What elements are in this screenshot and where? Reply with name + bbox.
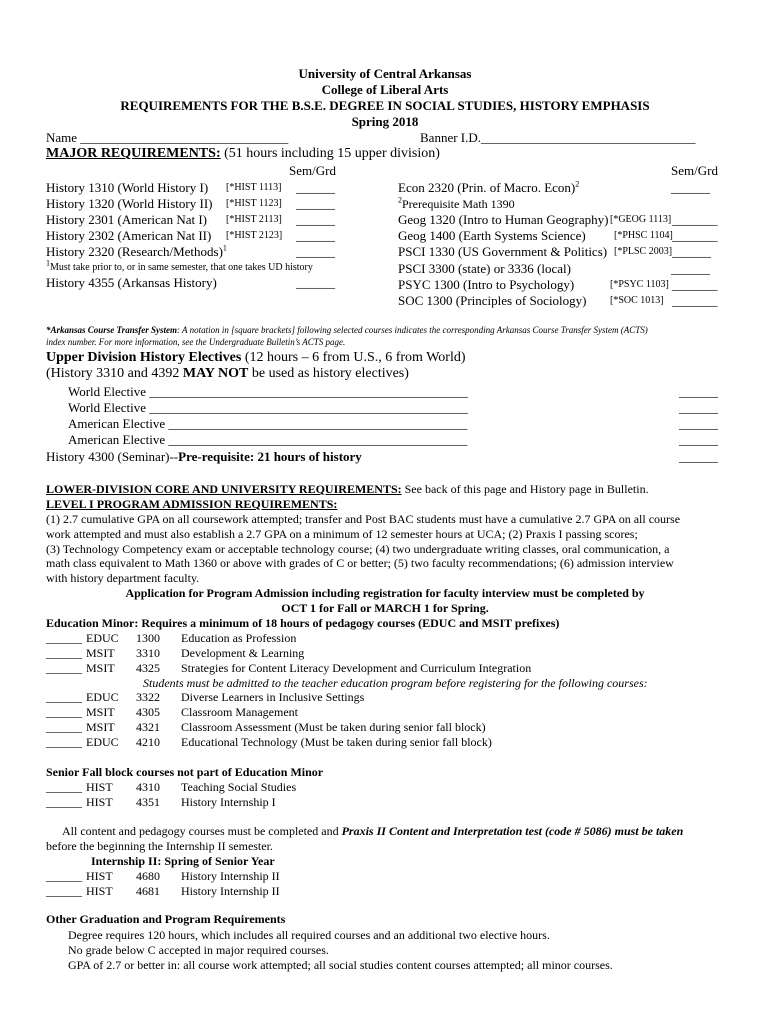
course-grade-blank[interactable]: ______ — [46, 690, 82, 704]
course-label: Geog 1400 (Earth Systems Science) — [398, 228, 586, 243]
course-prefix: MSIT — [86, 661, 115, 675]
course-label: Geog 1320 (Intro to Human Geography) — [398, 212, 609, 227]
other-requirement-line: No grade below C accepted in major required courses. — [68, 943, 329, 957]
course-title: Classroom Assessment (Must be taken during senior fall block) — [181, 720, 486, 734]
course-number: 4680 — [136, 869, 160, 883]
course-grade-blank[interactable]: ______ — [46, 735, 82, 749]
course-title: History Internship I — [181, 795, 276, 809]
lower-division-text: See back of this page and History page in Bulletin. — [401, 482, 649, 496]
course-title: Classroom Management — [181, 705, 298, 719]
university-name: University of Central Arkansas — [298, 66, 472, 81]
acts-code: [*PSYC 1103] — [610, 279, 669, 290]
major-heading-label: MAJOR REQUIREMENTS: — [46, 146, 221, 161]
major-course-row — [398, 196, 515, 212]
acts-note-lead: *Arkansas Course Transfer System — [46, 325, 177, 335]
footnote-marker: 2 — [398, 195, 402, 205]
major-course-row — [398, 293, 587, 309]
course-number: 4351 — [136, 795, 160, 809]
course-prefix: EDUC — [86, 735, 119, 749]
college-name: College of Liberal Arts — [321, 82, 449, 97]
sem-grd-left: Sem/Grd — [289, 163, 336, 178]
level-one-line: math class equivalent to Math 1360 or above with grades of C or better; (5) two faculty recommendations; (6) admission interview — [46, 556, 674, 571]
seminar-prerequisite: Pre-requisite: 21 hours of history — [178, 449, 362, 464]
electives-note-bold: MAY NOT — [182, 366, 249, 381]
major-course-row — [398, 180, 579, 196]
course-grade-blank[interactable]: ______ — [46, 720, 82, 734]
seminar-grade-blank[interactable]: ______ — [679, 449, 718, 464]
course-title: Teaching Social Studies — [181, 780, 297, 794]
major-heading-subtitle: (51 hours including 15 upper division) — [224, 146, 440, 161]
research-footnote — [46, 258, 313, 273]
course-number: 4325 — [136, 661, 160, 675]
course-grade-blank[interactable]: ______ — [46, 631, 82, 645]
elective-line[interactable]: World Elective _________________________________________________ — [68, 400, 468, 415]
major-course-row — [46, 212, 207, 228]
other-requirement-line: GPA of 2.7 or better in: all course work attempted; all social studies content courses attempted; all minor courses. — [68, 958, 613, 972]
elective-grade-blank[interactable]: ______ — [679, 432, 718, 447]
acts-note-line1 — [46, 325, 648, 335]
electives-heading-label: Upper Division History Electives — [46, 350, 242, 365]
footnote-text: Must take prior to, or in same semester, that one takes UD history — [50, 262, 313, 273]
course-number: 1300 — [136, 631, 160, 645]
grade-blank[interactable]: ______ — [296, 275, 335, 290]
other-requirement-line: Degree requires 120 hours, which includes all required courses and an additional two elective hours. — [68, 928, 550, 942]
grade-blank[interactable]: _______ — [672, 277, 718, 292]
document-title: REQUIREMENTS FOR THE B.S.E. DEGREE IN SOCIAL STUDIES, HISTORY EMPHASIS — [120, 98, 650, 113]
course-title: Strategies for Content Literacy Development and Curriculum Integration — [181, 661, 532, 675]
seminar-label: History 4300 (Seminar)-- — [46, 449, 179, 464]
acts-code: [*PLSC 2003] — [614, 246, 673, 257]
major-course-row — [398, 212, 608, 228]
course-label: PSCI 3300 (state) or 3336 (local) — [398, 261, 571, 276]
sem-grd-right: Sem/Grd — [671, 163, 718, 178]
major-course-row — [398, 228, 586, 244]
course-prefix: HIST — [86, 869, 113, 883]
level-one-line: (1) 2.7 cumulative GPA on all coursework attempted; transfer and Post BAC students must have a cumulative 2.7 GPA on all course — [46, 512, 681, 526]
grade-blank[interactable]: _______ — [672, 228, 718, 243]
course-grade-blank[interactable]: ______ — [46, 869, 82, 883]
major-course-row — [398, 261, 571, 277]
course-grade-blank[interactable]: ______ — [46, 646, 82, 660]
course-title: Diverse Learners in Inclusive Settings — [181, 690, 365, 704]
electives-heading-rest: (12 hours – 6 from U.S., 6 from World) — [241, 350, 466, 365]
elective-grade-blank[interactable]: ______ — [679, 400, 718, 415]
lower-division-row — [46, 482, 649, 497]
course-number: 4210 — [136, 735, 160, 749]
level-one-line: with history department faculty. — [46, 571, 200, 586]
course-label: History 2320 (Research/Methods) — [46, 244, 223, 259]
other-requirements-heading: Other Graduation and Program Requirements — [46, 912, 286, 926]
senior-fall-heading: Senior Fall block courses not part of Education Minor — [46, 765, 324, 779]
grade-blank[interactable]: ______ — [671, 261, 710, 276]
course-number: 3322 — [136, 690, 160, 704]
grade-blank[interactable]: ______ — [296, 212, 335, 227]
course-label: PSYC 1300 (Intro to Psychology) — [398, 277, 575, 292]
course-grade-blank[interactable]: ______ — [46, 780, 82, 794]
course-grade-blank[interactable]: ______ — [46, 661, 82, 675]
electives-note-pre: (History 3310 and 4392 — [46, 366, 183, 381]
acts-code: [*HIST 2113] — [226, 214, 282, 225]
footnote-marker: 1 — [46, 258, 50, 268]
course-title: Educational Technology (Must be taken during senior fall block) — [181, 735, 492, 749]
course-number: 3310 — [136, 646, 160, 660]
major-course-row — [46, 244, 227, 260]
level-one-line: work attempted and must also establish a 2.7 GPA on a minimum of 12 semester hours at UCA; (2) Praxis I passing scores; — [46, 526, 638, 541]
major-course-row — [46, 196, 213, 212]
application-note-line1: Application for Program Admission including registration for faculty interview must be completed by — [125, 586, 645, 600]
term: Spring 2018 — [351, 114, 419, 129]
praxis-note-line2: before the beginning the Internship II semester. — [46, 839, 273, 853]
course-title: Education as Profession — [181, 631, 297, 645]
lower-division-heading: LOWER-DIVISION CORE AND UNIVERSITY REQUIREMENTS: — [46, 482, 402, 496]
grade-blank[interactable]: ______ — [672, 244, 711, 259]
electives-note-post: be used as history electives) — [248, 366, 409, 381]
course-prefix: EDUC — [86, 631, 119, 645]
course-grade-blank[interactable]: ______ — [46, 705, 82, 719]
electives-heading — [46, 350, 466, 366]
major-course-row — [398, 244, 607, 260]
course-label: History 2301 (American Nat I) — [46, 212, 208, 227]
major-course-row — [398, 277, 574, 293]
name-field[interactable]: Name ________________________________ — [46, 130, 289, 145]
course-title: History Internship II — [181, 869, 280, 883]
grade-blank[interactable]: ______ — [296, 196, 335, 211]
acts-note-line2: index number. For more information, see the Undergraduate Bulletin’s ACTS page. — [46, 337, 346, 347]
acts-code: [*HIST 2123] — [226, 230, 283, 241]
course-number: 4310 — [136, 780, 160, 794]
course-number: 4681 — [136, 884, 160, 898]
course-label: History 4355 (Arkansas History) — [46, 275, 217, 290]
elective-line[interactable]: American Elective ______________________________________________ — [68, 416, 468, 431]
admission-note: Students must be admitted to the teacher education program before registering for the following courses: — [143, 676, 648, 690]
course-number: 4321 — [136, 720, 160, 734]
major-course-row — [46, 180, 208, 196]
course-prefix: HIST — [86, 795, 113, 809]
elective-line[interactable]: American Elective ______________________________________________ — [68, 432, 468, 447]
major-requirements-heading — [46, 146, 440, 162]
course-label: History 1310 (World History I) — [46, 180, 209, 195]
course-prefix: MSIT — [86, 705, 115, 719]
grade-blank[interactable]: ______ — [296, 228, 335, 243]
elective-line[interactable]: World Elective _________________________________________________ — [68, 384, 468, 399]
acts-code: [*HIST 1123] — [226, 198, 282, 209]
acts-note-text: : A notation in [square brackets] following selected courses indicates the corresponding Arkansas Course Transfer System (ACTS) — [176, 325, 648, 335]
internship-heading: Internship II: Spring of Senior Year — [91, 854, 275, 868]
praxis-pre: All content and pedagogy courses must be completed and — [62, 824, 342, 838]
course-prefix: HIST — [86, 780, 113, 794]
course-label: History 1320 (World History II) — [46, 196, 213, 211]
seminar-row — [46, 449, 362, 465]
major-course-row — [46, 228, 211, 244]
acts-code: [*PHSC 1104] — [614, 230, 673, 241]
course-prefix: MSIT — [86, 646, 115, 660]
praxis-note-line1 — [62, 824, 683, 839]
major-course-row — [46, 275, 217, 291]
banner-id-field[interactable]: Banner I.D._________________________________ — [420, 130, 696, 145]
education-minor-heading: Education Minor: Requires a minimum of 18 hours of pedagogy courses (EDUC and MSIT prefixes) — [46, 616, 560, 630]
course-number: 4305 — [136, 705, 160, 719]
grade-blank[interactable]: ______ — [296, 244, 335, 259]
course-title: History Internship II — [181, 884, 280, 898]
course-grade-blank[interactable]: ______ — [46, 795, 82, 809]
course-prefix: HIST — [86, 884, 113, 898]
level-one-line: (3) Technology Competency exam or acceptable technology course; (4) two undergraduate writing classes, oral communication, a — [46, 541, 670, 556]
elective-grade-blank[interactable]: ______ — [679, 416, 718, 431]
application-note-line2: OCT 1 for Fall or MARCH 1 for Spring. — [281, 601, 489, 615]
course-grade-blank[interactable]: ______ — [46, 884, 82, 898]
level-one-heading: LEVEL I PROGRAM ADMISSION REQUIREMENTS: — [46, 497, 338, 511]
course-label: Prerequisite Math 1390 — [402, 197, 515, 211]
course-label: SOC 1300 (Principles of Sociology) — [398, 293, 587, 308]
grade-blank[interactable]: ______ — [296, 180, 335, 195]
course-label: History 2302 (American Nat II) — [46, 228, 212, 243]
acts-code: [*SOC 1013] — [610, 295, 664, 306]
course-label: Econ 2320 (Prin. of Macro. Econ) — [398, 180, 576, 195]
course-title: Development & Learning — [181, 646, 305, 660]
acts-code: [*GEOG 1113] — [610, 214, 672, 225]
footnote-marker: 2 — [575, 179, 580, 189]
elective-grade-blank[interactable]: ______ — [679, 384, 718, 399]
course-prefix: MSIT — [86, 720, 115, 734]
course-label: PSCI 1330 (US Government & Politics) — [398, 244, 608, 259]
footnote-marker: 1 — [222, 243, 227, 253]
praxis-bold: Praxis II Content and Interpretation test (code # 5086) must be taken — [341, 824, 684, 838]
grade-blank[interactable]: _______ — [672, 212, 718, 227]
acts-code: [*HIST 1113] — [226, 182, 282, 193]
electives-note — [46, 366, 409, 382]
grade-blank[interactable]: _______ — [672, 293, 718, 308]
grade-blank[interactable]: ______ — [671, 180, 710, 195]
course-prefix: EDUC — [86, 690, 119, 704]
